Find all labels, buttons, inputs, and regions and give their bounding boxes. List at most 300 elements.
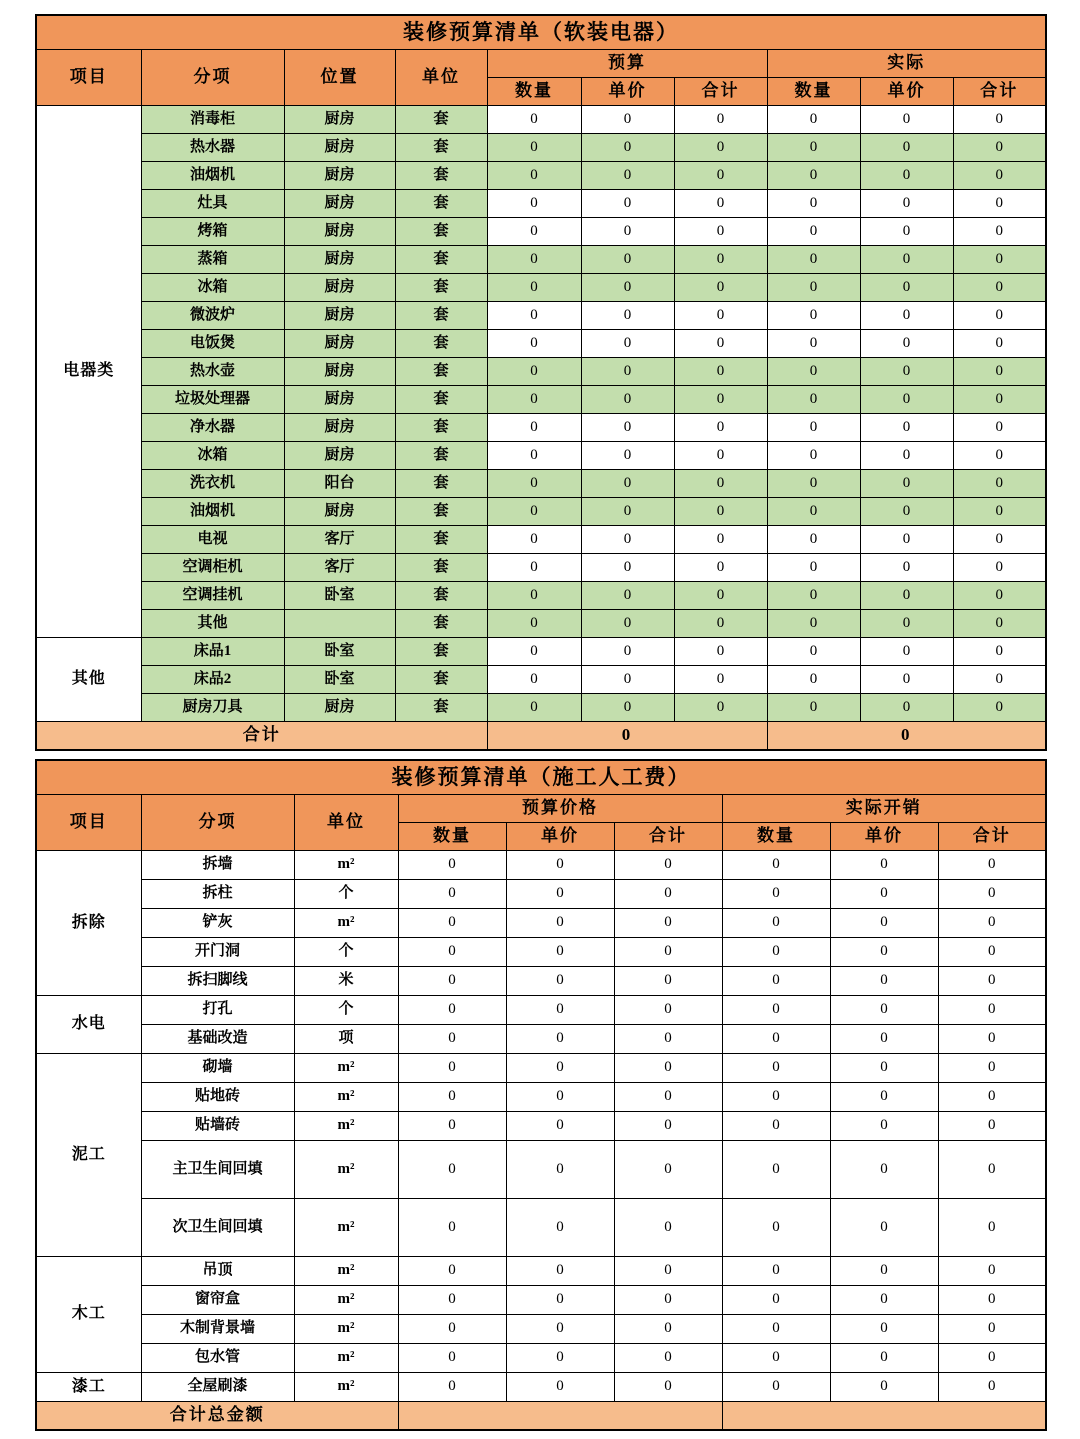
value-cell: 0 bbox=[722, 1024, 830, 1053]
unit-cell: 套 bbox=[395, 385, 487, 413]
value-cell: 0 bbox=[767, 441, 860, 469]
subitem-cell: 垃圾处理器 bbox=[141, 385, 284, 413]
value-cell: 0 bbox=[860, 581, 953, 609]
unit-cell: 套 bbox=[395, 553, 487, 581]
value-cell: 0 bbox=[506, 966, 614, 995]
value-cell: 0 bbox=[674, 497, 767, 525]
unit-cell: 套 bbox=[395, 665, 487, 693]
value-cell: 0 bbox=[767, 385, 860, 413]
value-cell: 0 bbox=[767, 665, 860, 693]
value-cell: 0 bbox=[830, 937, 938, 966]
value-cell: 0 bbox=[398, 1372, 506, 1401]
unit-cell: m² bbox=[294, 1372, 398, 1401]
subitem-cell: 电视 bbox=[141, 525, 284, 553]
value-cell: 0 bbox=[767, 469, 860, 497]
value-cell: 0 bbox=[722, 1285, 830, 1314]
value-cell: 0 bbox=[581, 581, 674, 609]
header-actual-price: 单价 bbox=[830, 822, 938, 850]
value-cell: 0 bbox=[830, 1024, 938, 1053]
value-cell: 0 bbox=[860, 273, 953, 301]
value-cell: 0 bbox=[506, 850, 614, 879]
value-cell: 0 bbox=[860, 133, 953, 161]
table1-total-row bbox=[36, 721, 1046, 750]
value-cell: 0 bbox=[398, 1198, 506, 1256]
value-cell: 0 bbox=[767, 105, 860, 133]
value-cell: 0 bbox=[767, 189, 860, 217]
subitem-cell: 包水管 bbox=[141, 1343, 294, 1372]
subitem-cell: 拆墙 bbox=[141, 850, 294, 879]
value-cell: 0 bbox=[830, 1256, 938, 1285]
value-cell: 0 bbox=[487, 413, 581, 441]
header-location: 位置 bbox=[284, 49, 395, 105]
subitem-cell: 拆扫脚线 bbox=[141, 966, 294, 995]
location-cell: 厨房 bbox=[284, 133, 395, 161]
value-cell: 0 bbox=[953, 525, 1046, 553]
value-cell: 0 bbox=[953, 637, 1046, 665]
unit-cell: m² bbox=[294, 1314, 398, 1343]
value-cell: 0 bbox=[860, 469, 953, 497]
unit-cell: 套 bbox=[395, 413, 487, 441]
value-cell: 0 bbox=[506, 1082, 614, 1111]
location-cell: 厨房 bbox=[284, 189, 395, 217]
value-cell: 0 bbox=[953, 693, 1046, 721]
value-cell: 0 bbox=[767, 161, 860, 189]
value-cell: 0 bbox=[506, 1140, 614, 1198]
unit-cell: m² bbox=[294, 850, 398, 879]
unit-cell: 套 bbox=[395, 301, 487, 329]
value-cell: 0 bbox=[581, 357, 674, 385]
table-row bbox=[36, 637, 1046, 665]
value-cell: 0 bbox=[674, 553, 767, 581]
unit-cell: m² bbox=[294, 1140, 398, 1198]
value-cell: 0 bbox=[722, 1314, 830, 1343]
value-cell: 0 bbox=[506, 879, 614, 908]
location-cell: 厨房 bbox=[284, 161, 395, 189]
value-cell: 0 bbox=[487, 301, 581, 329]
subitem-cell: 灶具 bbox=[141, 189, 284, 217]
value-cell: 0 bbox=[830, 1082, 938, 1111]
value-cell: 0 bbox=[674, 413, 767, 441]
table-row bbox=[36, 525, 1046, 553]
value-cell: 0 bbox=[581, 189, 674, 217]
value-cell: 0 bbox=[938, 995, 1046, 1024]
unit-cell: 个 bbox=[294, 937, 398, 966]
table-row bbox=[36, 245, 1046, 273]
value-cell: 0 bbox=[506, 1111, 614, 1140]
value-cell: 0 bbox=[674, 245, 767, 273]
location-cell: 厨房 bbox=[284, 105, 395, 133]
value-cell: 0 bbox=[860, 329, 953, 357]
value-cell: 0 bbox=[830, 908, 938, 937]
table-row bbox=[36, 850, 1046, 879]
subitem-cell: 其他 bbox=[141, 609, 284, 637]
value-cell: 0 bbox=[938, 1082, 1046, 1111]
value-cell: 0 bbox=[398, 1256, 506, 1285]
header-budget-qty: 数量 bbox=[398, 822, 506, 850]
value-cell: 0 bbox=[674, 301, 767, 329]
value-cell: 0 bbox=[860, 161, 953, 189]
table-row bbox=[36, 1343, 1046, 1372]
location-cell: 厨房 bbox=[284, 329, 395, 357]
table-row bbox=[36, 217, 1046, 245]
value-cell: 0 bbox=[938, 937, 1046, 966]
value-cell: 0 bbox=[938, 1198, 1046, 1256]
value-cell: 0 bbox=[860, 301, 953, 329]
location-cell: 卧室 bbox=[284, 581, 395, 609]
value-cell: 0 bbox=[830, 1198, 938, 1256]
value-cell: 0 bbox=[487, 385, 581, 413]
subitem-cell: 基础改造 bbox=[141, 1024, 294, 1053]
header-actual-group: 实际开销 bbox=[722, 794, 1046, 822]
value-cell: 0 bbox=[487, 273, 581, 301]
value-cell: 0 bbox=[938, 1285, 1046, 1314]
unit-cell: m² bbox=[294, 1198, 398, 1256]
value-cell: 0 bbox=[581, 301, 674, 329]
value-cell: 0 bbox=[487, 133, 581, 161]
value-cell: 0 bbox=[722, 1111, 830, 1140]
value-cell: 0 bbox=[487, 245, 581, 273]
value-cell: 0 bbox=[487, 693, 581, 721]
subitem-cell: 吊顶 bbox=[141, 1256, 294, 1285]
value-cell: 0 bbox=[487, 105, 581, 133]
value-cell: 0 bbox=[830, 1372, 938, 1401]
value-cell: 0 bbox=[953, 245, 1046, 273]
location-cell: 客厅 bbox=[284, 553, 395, 581]
subitem-cell: 热水壶 bbox=[141, 357, 284, 385]
value-cell: 0 bbox=[938, 966, 1046, 995]
unit-cell: 套 bbox=[395, 329, 487, 357]
value-cell: 0 bbox=[614, 995, 722, 1024]
header-budget-total: 合计 bbox=[614, 822, 722, 850]
value-cell: 0 bbox=[581, 525, 674, 553]
value-cell: 0 bbox=[674, 189, 767, 217]
subitem-cell: 厨房刀具 bbox=[141, 693, 284, 721]
value-cell: 0 bbox=[722, 966, 830, 995]
value-cell: 0 bbox=[581, 665, 674, 693]
value-cell: 0 bbox=[487, 665, 581, 693]
unit-cell: m² bbox=[294, 1082, 398, 1111]
value-cell: 0 bbox=[830, 1111, 938, 1140]
value-cell: 0 bbox=[506, 937, 614, 966]
value-cell: 0 bbox=[487, 161, 581, 189]
value-cell: 0 bbox=[398, 1343, 506, 1372]
header-unit: 单位 bbox=[294, 794, 398, 850]
location-cell: 卧室 bbox=[284, 665, 395, 693]
value-cell: 0 bbox=[487, 217, 581, 245]
value-cell: 0 bbox=[767, 693, 860, 721]
table-row bbox=[36, 1024, 1046, 1053]
table2-actual-grand-total bbox=[722, 1401, 1046, 1430]
table-row bbox=[36, 908, 1046, 937]
value-cell: 0 bbox=[953, 385, 1046, 413]
value-cell: 0 bbox=[581, 133, 674, 161]
value-cell: 0 bbox=[767, 301, 860, 329]
table-row bbox=[36, 665, 1046, 693]
value-cell: 0 bbox=[581, 693, 674, 721]
table-row bbox=[36, 1314, 1046, 1343]
value-cell: 0 bbox=[860, 525, 953, 553]
value-cell: 0 bbox=[953, 413, 1046, 441]
unit-cell: 套 bbox=[395, 161, 487, 189]
table-row bbox=[36, 1256, 1046, 1285]
value-cell: 0 bbox=[953, 329, 1046, 357]
value-cell: 0 bbox=[953, 497, 1046, 525]
value-cell: 0 bbox=[767, 357, 860, 385]
value-cell: 0 bbox=[860, 189, 953, 217]
subitem-cell: 电饭煲 bbox=[141, 329, 284, 357]
value-cell: 0 bbox=[860, 637, 953, 665]
value-cell: 0 bbox=[398, 1285, 506, 1314]
value-cell: 0 bbox=[860, 553, 953, 581]
table-row bbox=[36, 581, 1046, 609]
value-cell: 0 bbox=[830, 1343, 938, 1372]
subitem-cell: 主卫生间回填 bbox=[141, 1140, 294, 1198]
value-cell: 0 bbox=[506, 1285, 614, 1314]
unit-cell: m² bbox=[294, 1053, 398, 1082]
table-row bbox=[36, 469, 1046, 497]
group-label: 泥工 bbox=[36, 1053, 141, 1256]
location-cell: 厨房 bbox=[284, 217, 395, 245]
value-cell: 0 bbox=[722, 1082, 830, 1111]
group-label: 拆除 bbox=[36, 850, 141, 995]
header-subitem: 分项 bbox=[141, 49, 284, 105]
value-cell: 0 bbox=[614, 1024, 722, 1053]
subitem-cell: 蒸箱 bbox=[141, 245, 284, 273]
value-cell: 0 bbox=[581, 469, 674, 497]
table-row bbox=[36, 553, 1046, 581]
subitem-cell: 微波炉 bbox=[141, 301, 284, 329]
value-cell: 0 bbox=[581, 245, 674, 273]
subitem-cell: 油烟机 bbox=[141, 161, 284, 189]
subitem-cell: 木制背景墙 bbox=[141, 1314, 294, 1343]
value-cell: 0 bbox=[722, 1256, 830, 1285]
value-cell: 0 bbox=[860, 385, 953, 413]
subitem-cell: 油烟机 bbox=[141, 497, 284, 525]
group-label: 水电 bbox=[36, 995, 141, 1053]
value-cell: 0 bbox=[487, 329, 581, 357]
table-row bbox=[36, 995, 1046, 1024]
unit-cell: 套 bbox=[395, 273, 487, 301]
unit-cell: 米 bbox=[294, 966, 398, 995]
table-row bbox=[36, 1372, 1046, 1401]
table-row bbox=[36, 609, 1046, 637]
location-cell: 厨房 bbox=[284, 413, 395, 441]
header-budget-qty: 数量 bbox=[487, 77, 581, 105]
value-cell: 0 bbox=[953, 217, 1046, 245]
value-cell: 0 bbox=[398, 966, 506, 995]
table-row bbox=[36, 1111, 1046, 1140]
table-row bbox=[36, 413, 1046, 441]
value-cell: 0 bbox=[674, 441, 767, 469]
unit-cell: 套 bbox=[395, 525, 487, 553]
value-cell: 0 bbox=[830, 879, 938, 908]
unit-cell: m² bbox=[294, 1285, 398, 1314]
value-cell: 0 bbox=[938, 1372, 1046, 1401]
header-actual-qty: 数量 bbox=[722, 822, 830, 850]
value-cell: 0 bbox=[506, 908, 614, 937]
value-cell: 0 bbox=[581, 553, 674, 581]
header-actual-total: 合计 bbox=[953, 77, 1046, 105]
header-budget-group: 预算价格 bbox=[398, 794, 722, 822]
value-cell: 0 bbox=[722, 850, 830, 879]
value-cell: 0 bbox=[938, 908, 1046, 937]
unit-cell: 套 bbox=[395, 357, 487, 385]
value-cell: 0 bbox=[953, 665, 1046, 693]
value-cell: 0 bbox=[674, 637, 767, 665]
value-cell: 0 bbox=[938, 1314, 1046, 1343]
value-cell: 0 bbox=[506, 1343, 614, 1372]
value-cell: 0 bbox=[614, 1285, 722, 1314]
value-cell: 0 bbox=[938, 1053, 1046, 1082]
value-cell: 0 bbox=[953, 161, 1046, 189]
value-cell: 0 bbox=[860, 665, 953, 693]
value-cell: 0 bbox=[614, 1082, 722, 1111]
value-cell: 0 bbox=[398, 995, 506, 1024]
unit-cell: 套 bbox=[395, 581, 487, 609]
value-cell: 0 bbox=[767, 497, 860, 525]
value-cell: 0 bbox=[830, 1140, 938, 1198]
table-row bbox=[36, 301, 1046, 329]
subitem-cell: 冰箱 bbox=[141, 441, 284, 469]
value-cell: 0 bbox=[674, 525, 767, 553]
unit-cell: 套 bbox=[395, 441, 487, 469]
value-cell: 0 bbox=[398, 937, 506, 966]
subitem-cell: 贴地砖 bbox=[141, 1082, 294, 1111]
table-row bbox=[36, 966, 1046, 995]
value-cell: 0 bbox=[953, 357, 1046, 385]
subitem-cell: 净水器 bbox=[141, 413, 284, 441]
table-row bbox=[36, 329, 1046, 357]
value-cell: 0 bbox=[767, 273, 860, 301]
table-row bbox=[36, 937, 1046, 966]
group-label: 电器类 bbox=[36, 105, 141, 637]
value-cell: 0 bbox=[487, 553, 581, 581]
value-cell: 0 bbox=[614, 850, 722, 879]
appliance-budget-table bbox=[35, 14, 1047, 751]
value-cell: 0 bbox=[614, 1140, 722, 1198]
header-item: 项目 bbox=[36, 794, 141, 850]
header-actual-group: 实际 bbox=[767, 49, 1046, 77]
subitem-cell: 砌墙 bbox=[141, 1053, 294, 1082]
unit-cell: 个 bbox=[294, 879, 398, 908]
value-cell: 0 bbox=[487, 357, 581, 385]
value-cell: 0 bbox=[398, 908, 506, 937]
value-cell: 0 bbox=[953, 189, 1046, 217]
value-cell: 0 bbox=[767, 553, 860, 581]
subitem-cell: 消毒柜 bbox=[141, 105, 284, 133]
value-cell: 0 bbox=[938, 1111, 1046, 1140]
value-cell: 0 bbox=[398, 1053, 506, 1082]
value-cell: 0 bbox=[487, 581, 581, 609]
value-cell: 0 bbox=[953, 581, 1046, 609]
unit-cell: 套 bbox=[395, 497, 487, 525]
table-gap bbox=[35, 751, 1045, 759]
subitem-cell: 床品2 bbox=[141, 665, 284, 693]
header-actual-price: 单价 bbox=[860, 77, 953, 105]
table-row bbox=[36, 357, 1046, 385]
labor-cost-table bbox=[35, 759, 1047, 1431]
value-cell: 0 bbox=[674, 161, 767, 189]
value-cell: 0 bbox=[581, 385, 674, 413]
header-budget-price: 单价 bbox=[506, 822, 614, 850]
unit-cell: 个 bbox=[294, 995, 398, 1024]
value-cell: 0 bbox=[767, 525, 860, 553]
value-cell: 0 bbox=[614, 966, 722, 995]
group-label: 其他 bbox=[36, 637, 141, 721]
table-row bbox=[36, 1198, 1046, 1256]
value-cell: 0 bbox=[767, 413, 860, 441]
value-cell: 0 bbox=[581, 161, 674, 189]
value-cell: 0 bbox=[674, 385, 767, 413]
value-cell: 0 bbox=[674, 133, 767, 161]
value-cell: 0 bbox=[953, 301, 1046, 329]
table2-title: 装修预算清单（施工人工费） bbox=[36, 760, 1046, 794]
header-actual-total: 合计 bbox=[938, 822, 1046, 850]
value-cell: 0 bbox=[674, 357, 767, 385]
group-label: 漆工 bbox=[36, 1372, 141, 1401]
value-cell: 0 bbox=[860, 441, 953, 469]
subitem-cell: 拆柱 bbox=[141, 879, 294, 908]
value-cell: 0 bbox=[722, 908, 830, 937]
value-cell: 0 bbox=[860, 217, 953, 245]
value-cell: 0 bbox=[506, 1372, 614, 1401]
table-row bbox=[36, 105, 1046, 133]
subitem-cell: 开门洞 bbox=[141, 937, 294, 966]
value-cell: 0 bbox=[487, 469, 581, 497]
value-cell: 0 bbox=[860, 497, 953, 525]
location-cell: 厨房 bbox=[284, 357, 395, 385]
unit-cell: 套 bbox=[395, 189, 487, 217]
value-cell: 0 bbox=[953, 133, 1046, 161]
value-cell: 0 bbox=[581, 413, 674, 441]
value-cell: 0 bbox=[767, 217, 860, 245]
unit-cell: 套 bbox=[395, 469, 487, 497]
table-row bbox=[36, 497, 1046, 525]
unit-cell: 套 bbox=[395, 105, 487, 133]
table-row bbox=[36, 161, 1046, 189]
value-cell: 0 bbox=[830, 966, 938, 995]
table-row bbox=[36, 441, 1046, 469]
value-cell: 0 bbox=[674, 273, 767, 301]
location-cell: 厨房 bbox=[284, 693, 395, 721]
value-cell: 0 bbox=[938, 1256, 1046, 1285]
value-cell: 0 bbox=[953, 273, 1046, 301]
location-cell: 卧室 bbox=[284, 637, 395, 665]
value-cell: 0 bbox=[938, 1140, 1046, 1198]
table-row bbox=[36, 1053, 1046, 1082]
value-cell: 0 bbox=[581, 441, 674, 469]
value-cell: 0 bbox=[506, 1256, 614, 1285]
value-cell: 0 bbox=[581, 637, 674, 665]
unit-cell: 套 bbox=[395, 245, 487, 273]
value-cell: 0 bbox=[398, 1140, 506, 1198]
value-cell: 0 bbox=[581, 329, 674, 357]
value-cell: 0 bbox=[722, 879, 830, 908]
value-cell: 0 bbox=[614, 879, 722, 908]
value-cell: 0 bbox=[614, 937, 722, 966]
value-cell: 0 bbox=[487, 497, 581, 525]
subitem-cell: 次卫生间回填 bbox=[141, 1198, 294, 1256]
value-cell: 0 bbox=[674, 469, 767, 497]
value-cell: 0 bbox=[767, 581, 860, 609]
value-cell: 0 bbox=[953, 105, 1046, 133]
value-cell: 0 bbox=[830, 1314, 938, 1343]
table-row bbox=[36, 385, 1046, 413]
unit-cell: 套 bbox=[395, 693, 487, 721]
value-cell: 0 bbox=[722, 1372, 830, 1401]
unit-cell: m² bbox=[294, 1256, 398, 1285]
value-cell: 0 bbox=[614, 1343, 722, 1372]
